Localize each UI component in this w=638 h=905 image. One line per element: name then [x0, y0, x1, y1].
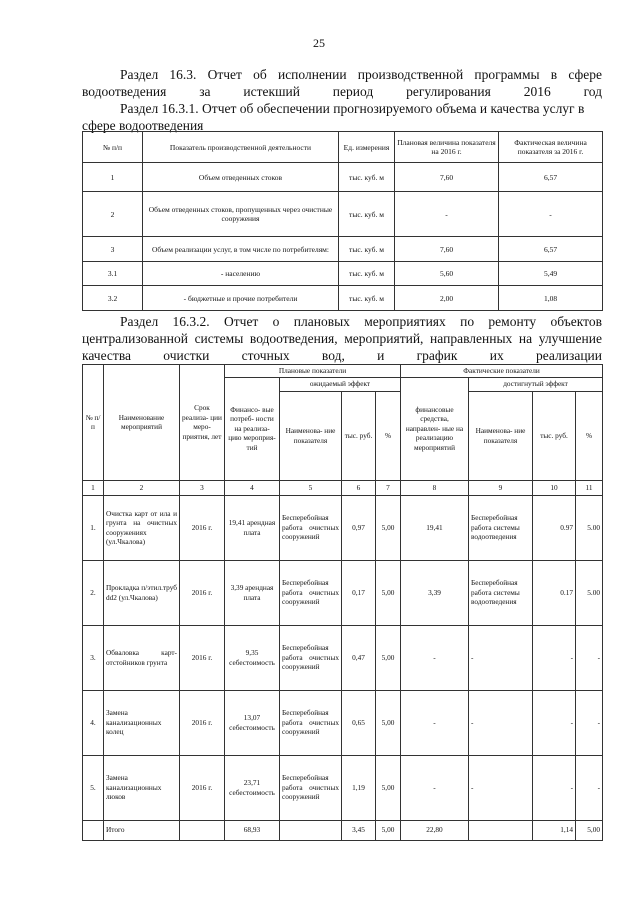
table-cell: 5,49	[499, 262, 603, 286]
header-cell: Фактическая величина показателя за 2016 г.	[499, 132, 603, 163]
table-cell: тыс. куб. м	[339, 163, 395, 192]
table-cell: 2	[83, 192, 143, 237]
row-achieved: -	[469, 690, 533, 755]
table-cell: 7,60	[395, 237, 499, 262]
repair-measures-table	[82, 364, 603, 841]
table-cell: 7,60	[395, 163, 499, 192]
row-ths-2: 0.17	[533, 560, 576, 625]
table-row	[83, 755, 603, 820]
row-num: 2.	[83, 560, 104, 625]
total-cell	[180, 820, 225, 840]
table-row	[83, 690, 603, 755]
row-name: Замена канализационных колец	[104, 690, 180, 755]
row-term: 2016 г.	[180, 560, 225, 625]
row-fin-fact: -	[401, 690, 469, 755]
row-num: 1.	[83, 495, 104, 560]
row-num: 5.	[83, 755, 104, 820]
table-row	[83, 625, 603, 690]
row-name: Очистка карт от ила и грунта на очистных сооружениях (ул.Чкалова)	[104, 495, 180, 560]
table-cell: - бюджетные и прочие потребители	[143, 286, 339, 311]
table-cell: 3	[83, 237, 143, 262]
row-expected: Бесперебойная работа очистных сооружений	[280, 755, 342, 820]
heading-section-16-3: Раздел 16.3. Отчет об исполнении производственной программы в сфере водоотведения за истекший период регулирования 2016 год	[82, 67, 602, 99]
row-pct: 5,00	[376, 690, 401, 755]
row-expected: Бесперебойная работа очистных сооружений	[280, 560, 342, 625]
header-plan: Плановые показатели	[225, 365, 401, 378]
total-cell	[280, 820, 342, 840]
table-row	[83, 163, 603, 192]
table-cell: 1,08	[499, 286, 603, 311]
total-row	[83, 820, 603, 840]
col-number: 11	[576, 480, 603, 495]
total-cell: 3,45	[342, 820, 376, 840]
row-fin-plan: 9,35 себестоимость	[225, 625, 280, 690]
table-cell: 3.2	[83, 286, 143, 311]
table-cell: 2,00	[395, 286, 499, 311]
total-cell: 1,14	[533, 820, 576, 840]
header-cell: № п/п	[83, 132, 143, 163]
col-number: 7	[376, 480, 401, 495]
row-expected: Бесперебойная работа очистных сооружений	[280, 495, 342, 560]
table-cell: 6,57	[499, 163, 603, 192]
header-ths: тыс. руб.	[342, 391, 376, 480]
row-fin-plan: 3,39 арендная плата	[225, 560, 280, 625]
table-cell: Объем отведенных стоков	[143, 163, 339, 192]
table-cell: тыс. куб. м	[339, 237, 395, 262]
table-cell: Объем реализации услуг, в том числе по потребителям:	[143, 237, 339, 262]
header-achieved: достигнутый эффект	[469, 377, 603, 391]
table-cell: тыс. куб. м	[339, 286, 395, 311]
header-ths-2: тыс. руб.	[533, 391, 576, 480]
table-cell: тыс. куб. м	[339, 192, 395, 237]
row-expected: Бесперебойная работа очистных сооружений	[280, 690, 342, 755]
row-expected: Бесперебойная работа очистных сооружений	[280, 625, 342, 690]
table-row	[83, 560, 603, 625]
row-achieved: -	[469, 755, 533, 820]
row-achieved: Бесперебойная работа системы водоотведения	[469, 560, 533, 625]
header-pct-2: %	[576, 391, 603, 480]
row-pct: 5,00	[376, 755, 401, 820]
table-cell: - населению	[143, 262, 339, 286]
column-number-row	[83, 480, 603, 495]
col-number: 8	[401, 480, 469, 495]
header-ind-name: Наименова- ние показателя	[280, 391, 342, 480]
table-cell: 1	[83, 163, 143, 192]
row-fin-fact: 19,41	[401, 495, 469, 560]
row-pct: 5,00	[376, 560, 401, 625]
row-ths-2: 0.97	[533, 495, 576, 560]
header-expected: ожидаемый эффект	[280, 377, 401, 391]
header-name: Наименование мероприятий	[104, 365, 180, 481]
row-term: 2016 г.	[180, 495, 225, 560]
total-cell	[469, 820, 533, 840]
col-number: 9	[469, 480, 533, 495]
row-pct-2: 5.00	[576, 495, 603, 560]
table-cell: -	[395, 192, 499, 237]
header-term: Срок реализа- ции меро- приятия, лет	[180, 365, 225, 481]
header-fin-plan: Финансо- вые потреб- ности на реализа- цию мероприя- тий	[225, 377, 280, 480]
col-number: 1	[83, 480, 104, 495]
row-pct-2: 5.00	[576, 560, 603, 625]
heading-section-16-3-2: Раздел 16.3.2. Отчет о плановых мероприятиях по ремонту объектов централизованной системы водоотведения, мероприятий, направленных на улучшение качества очистки сточных вод, и график их реализации	[82, 314, 602, 363]
header-pct: %	[376, 391, 401, 480]
header-cell: Ед. измерения	[339, 132, 395, 163]
row-name: Замена канализационных люков	[104, 755, 180, 820]
row-name: Обваловка карт-отстойников грунта	[104, 625, 180, 690]
table-row	[83, 286, 603, 311]
header-cell: Плановая величина показателя на 2016 г.	[395, 132, 499, 163]
row-fin-fact: 3,39	[401, 560, 469, 625]
col-number: 6	[342, 480, 376, 495]
col-number: 4	[225, 480, 280, 495]
table-cell: 3.1	[83, 262, 143, 286]
row-ths-2: -	[533, 690, 576, 755]
col-number: 2	[104, 480, 180, 495]
row-ths: 0,17	[342, 560, 376, 625]
row-pct: 5,00	[376, 625, 401, 690]
row-fin-plan: 13,07 себестоимость	[225, 690, 280, 755]
col-number: 3	[180, 480, 225, 495]
row-term: 2016 г.	[180, 690, 225, 755]
table-header-row	[83, 132, 603, 163]
table-row	[83, 495, 603, 560]
col-number: 5	[280, 480, 342, 495]
header-fact: Фактические показатели	[401, 365, 603, 378]
table-row	[83, 192, 603, 237]
header-num: № п/ п	[83, 365, 104, 481]
total-cell: 22,80	[401, 820, 469, 840]
row-num: 3.	[83, 625, 104, 690]
total-label: Итого	[104, 820, 180, 840]
row-ths-2: -	[533, 625, 576, 690]
row-fin-fact: -	[401, 755, 469, 820]
row-ths: 0,47	[342, 625, 376, 690]
total-cell: 5,00	[576, 820, 603, 840]
table-row	[83, 262, 603, 286]
row-term: 2016 г.	[180, 625, 225, 690]
header-cell: Показатель производственной деятельности	[143, 132, 339, 163]
row-pct-2: -	[576, 690, 603, 755]
row-num: 4.	[83, 690, 104, 755]
row-ths: 1,19	[342, 755, 376, 820]
row-pct: 5,00	[376, 495, 401, 560]
heading-section-16-3-1: Раздел 16.3.1. Отчет об обеспечении прогнозируемого объема и качества услуг в сфере водоотведения	[82, 101, 585, 133]
table-row	[83, 237, 603, 262]
row-pct-2: -	[576, 755, 603, 820]
total-cell: 5,00	[376, 820, 401, 840]
row-name: Прокладка п/этил.труб dd2 (ул.Чкалова)	[104, 560, 180, 625]
col-number: 10	[533, 480, 576, 495]
total-cell: 68,93	[225, 820, 280, 840]
row-fin-fact: -	[401, 625, 469, 690]
table-cell: -	[499, 192, 603, 237]
table-cell: Объем отведенных стоков, пропущенных через очистные сооружения	[143, 192, 339, 237]
row-fin-plan: 23,71 себестоимость	[225, 755, 280, 820]
production-volume-table	[82, 131, 603, 311]
row-term: 2016 г.	[180, 755, 225, 820]
table-cell: 5,60	[395, 262, 499, 286]
header-fin-fact: финансовые средства, направлен- ные на реализацию мероприятий	[401, 377, 469, 480]
table-cell: тыс. куб. м	[339, 262, 395, 286]
row-pct-2: -	[576, 625, 603, 690]
page-number: 25	[313, 36, 325, 50]
row-fin-plan: 19,41 арендная плата	[225, 495, 280, 560]
row-achieved: -	[469, 625, 533, 690]
row-ths: 0,65	[342, 690, 376, 755]
row-achieved: Бесперебойная работа системы водоотведения	[469, 495, 533, 560]
row-ths: 0,97	[342, 495, 376, 560]
total-cell	[83, 820, 104, 840]
row-ths-2: -	[533, 755, 576, 820]
table-cell: 6,57	[499, 237, 603, 262]
header-ind-name-2: Наименова- ние показателя	[469, 391, 533, 480]
